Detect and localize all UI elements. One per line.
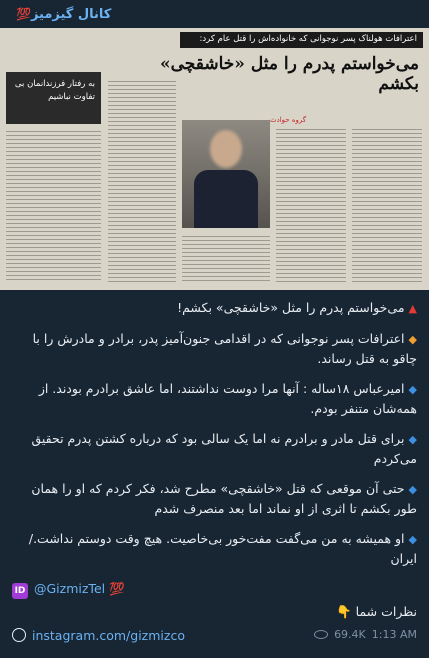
newspaper-portrait (182, 120, 270, 228)
newspaper-side-box: به رفتار فرزندانمان بی تفاوت نباشیم (6, 72, 101, 124)
paragraph-3: ◆امیرعباس ۱۸ساله : آنها مرا دوست نداشتند، اما عاشق برادرم بودند. از همه‌شان متنفر بودم. (38, 381, 417, 416)
instagram-icon (12, 628, 26, 642)
paragraph-1: ▲می‌خواستم پدرم را مثل «خاشقچی» بکشم! (12, 298, 417, 318)
id-line (0, 579, 429, 601)
channel-name[interactable]: کانال گیزمیز (30, 6, 112, 22)
comment-label: نظرات شما (355, 604, 417, 619)
orange-diamond-icon: ◆ (408, 333, 417, 346)
newspaper-column (276, 126, 346, 283)
blue-diamond-icon: ◆ (408, 483, 417, 496)
paragraph-2: ◆اعترافات پسر نوجوانی که در اقدامی جنون‌آمیز پدر، برادر و مادرش را با چاقو به قتل رساند. (32, 331, 417, 366)
telegram-id-link[interactable]: @GizmizTel (34, 581, 106, 596)
newspaper-column (108, 78, 176, 283)
insta-line (0, 623, 429, 645)
hundred-icon: 💯 (109, 581, 125, 596)
hundred-icon: 💯 (16, 7, 31, 21)
blue-diamond-icon: ◆ (408, 383, 417, 396)
paragraph-5: ◆حتی آن موقعی که قتل «خاشقچی» مطرح شد، فکر کردم که او را همان طور بکشم تا اثری از او نماند اما بعد منصرف شدم (31, 481, 417, 516)
blue-diamond-icon: ◆ (408, 533, 417, 546)
newspaper-column (352, 126, 422, 283)
instagram-link[interactable]: instagram.com/gizmizco (32, 627, 185, 643)
newspaper-column (6, 128, 101, 283)
pointing-down-icon: 👇 (336, 604, 352, 619)
newspaper-section-tag: گروه حوادث (270, 116, 307, 124)
newspaper-column (182, 233, 270, 283)
paragraph-6: ◆او همیشه به من می‌گفت مفت‌خور بی‌خاصیت. هیچ وقت دوستم نداشت./ایران (28, 531, 417, 566)
red-triangle-icon: ▲ (408, 302, 417, 315)
post-time: 1:13 AM (371, 627, 417, 641)
eye-icon (314, 630, 328, 639)
blue-diamond-icon: ◆ (408, 433, 417, 446)
post-photo[interactable] (0, 28, 429, 290)
paragraph-4: ◆برای قتل مادر و برادرم نه اما یک سالی بود که درباره کشتن پدرم تحقیق می‌کردم (31, 431, 417, 466)
newspaper-banner: اعترافات هولناک پسر نوجوانی که خانواده‌اش را قتل عام کرد: (180, 32, 423, 48)
comment-line (0, 601, 429, 623)
view-count: 69.4K (334, 627, 366, 641)
channel-header[interactable] (0, 0, 429, 28)
id-badge-icon: ID (12, 583, 28, 599)
newspaper-headline: می‌خواستم پدرم را مثل «خاشقچی» بکشم (159, 54, 419, 94)
post-meta (314, 628, 417, 641)
post-text (0, 290, 429, 568)
